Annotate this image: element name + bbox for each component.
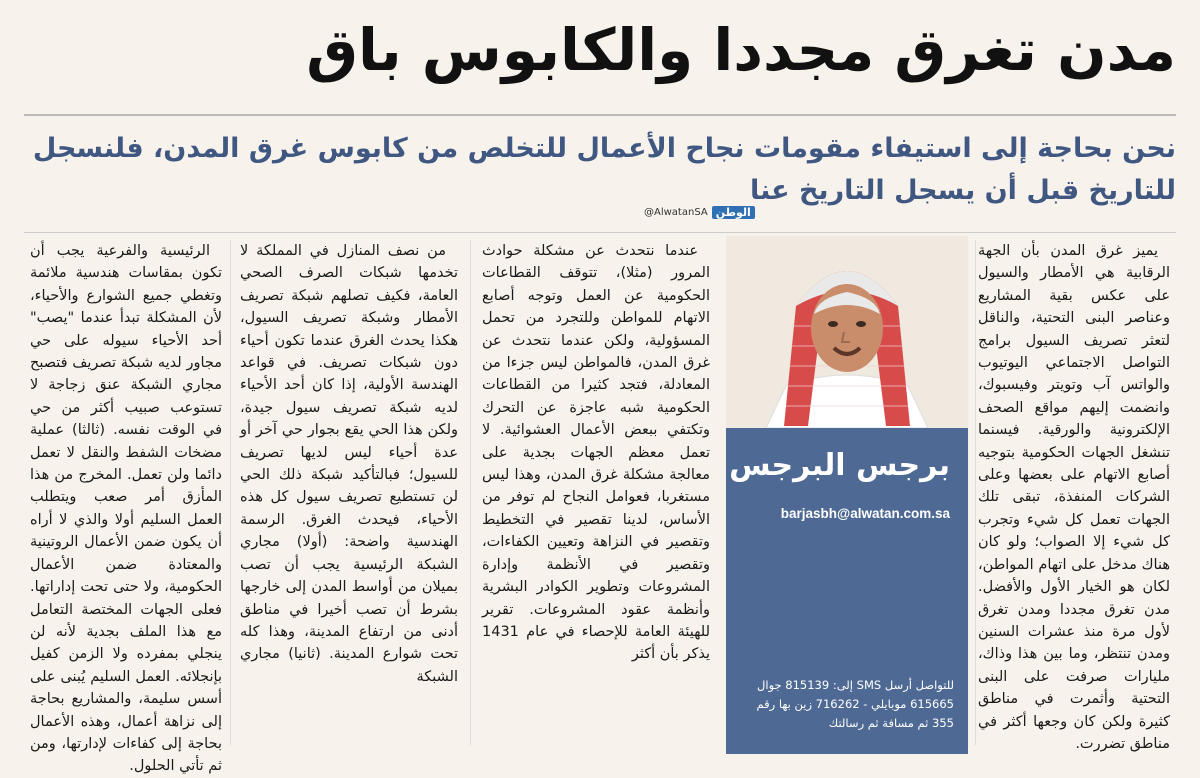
- sms-contact-info: للتواصل أرسل SMS إلى: 815139 جوال 615665 موبايلي - 716262 زين بها رقم 355 ثم مسافة ثم رسالتك: [756, 678, 954, 730]
- newspaper-logo: [644, 202, 754, 222]
- column-text: الرئيسية والفرعية يجب أن تكون بمقاسات هندسية ملائمة وتغطي جميع الشوارع والأحياء، لأن المشكلة تبدأ عندما "يصب" أحد الأحياء سيوله على حي مجاور لديه شبكة تصريف فتصبح مجاري الشبكة عنق زجاجة لا تستوعب صبيب أكثر من حي في الوقت نفسه. (ثالثا) عملية مضخات الشفط والنقل لا تعمل دائما ولن تعمل. المخرج من هذا المأزق أمر صعب ويتطلب العمل السليم أولا والذي لا أراه أن يكون ضمن الأعمال الروتينية والمعتادة ضمن الأعمال الحكومية، ولا حتى تحت إداراتها. فعلى الجهات المختصة التعامل مع هذا الملف بجدية لأنه لن ينجلي بمفرده ولا الزمن كفيل بإنجلائه. العمل السليم يُبنى على أسس سليمة، والمشاريع بحاجة إلى نزاهة أعمال، وهذه الأعمال بحاجة إلى كفاءات لإدارتها، ومن ثم تأتي الحلول.: [30, 243, 222, 775]
- column-text: من نصف المنازل في المملكة لا تخدمها شبكات الصرف الصحي العامة، فكيف تصلهم شبكة تصريف الأمطار وشبكة تصريف السيول، هكذا يحدث الغرق عندما تكون أحياء دون شبكات تصريف. في قواعد الهندسة الأولية، إذا كان أحد الأحياء لديه شبكة تصريف سيول جيدة، ولكن هذا الحي يقع بجوار حي آخر أو عدة أحياء ليس لديها تصريف للسيول؛ فبالتأكيد شبكة ذلك الحي لن تستطيع تصريف سيول كل هذه الأحياء، فيحدث الغرق. الرسمة الهندسية واضحة: (أولا) مجاري الشبكة الرئيسية يجب أن تصب بميلان من أواسط المدن إلى خارجها بشرط أن تصب أخيرا في مناطق أدنى من ارتفاع المدينة، وهذا كله تحت شوارع المدينة. (ثانيا) مجاري الشبكة: [240, 243, 458, 685]
- column-divider: [470, 240, 471, 745]
- article-column-4: [240, 240, 458, 688]
- author-portrait-icon: [726, 236, 968, 428]
- headline: مدن تغرق مجددا والكابوس باق: [306, 16, 1176, 84]
- article-column-1: [978, 240, 1170, 755]
- subtitle: نحن بحاجة إلى استيفاء مقومات نجاح الأعمال للتخلص من كابوس غرق المدن، فلنسجل للتاريخ قبل أن يسجل التاريخ عنا: [32, 133, 1176, 206]
- author-box: [726, 428, 968, 754]
- headline-divider: [24, 114, 1176, 116]
- logo-handle: @AlwatanSA: [644, 206, 708, 218]
- author-email[interactable]: barjasbh@alwatan.com.sa: [780, 506, 950, 521]
- author-photo: [726, 236, 968, 428]
- article-column-3: [482, 240, 710, 666]
- article-column-5: [30, 240, 222, 778]
- author-name: برجس البرجس: [729, 448, 950, 483]
- column-text: يميز غرق المدن بأن الجهة الرقابية هي الأمطار والسيول على عكس بقية المشاريع وعناصر البنى التحتية، والناقل لتعثر تصريف السيول برامج التواصل الاجتماعي اليوتيوب والواتس آب وتويتر وفيسبوك، وانضمت إليهم مواقع الصحف الإلكترونية والورقية. فيسنما تنشغل الجهات الحكومية بتوجيه أصابع الاتهام على بعضها وعلى الشركات المنفذة، تبقى تلك الجهات تعمل كل شيء وتجرب كل شيء إلا الصواب؛ ولو كان هناك مدخل على اتهام المواطن، لكان هو الخيار الأول والأفضل. مدن تغرق مجددا ومدن تغرق لأول مرة منذ عشرات السنين ومدن تنتظر، وما بين هذا وذاك، مليارات صرفت على البنى التحتية وأثمرت في مناطق كثيرة ولكن كان وجعها أكثر في مناطق تضررت.: [978, 243, 1170, 752]
- column-text: عندما نتحدث عن مشكلة حوادث المرور (مثلا)، تتوقف القطاعات الحكومية عن العمل وتوجه أصابع الاتهام للمواطن وللتجرد من تحمل المسؤولية، ولكن عندما نتحدث عن غرق المدن، فالمواطن ليس جزءا من المعادلة، فتجد كثيرا من القطاعات الحكومية شبه عاجزة عن التحرك وتكتفي ببعض الأعمال العشوائية. لا تعمل معظم الجهات بجدية على معالجة مشكلة غرق المدن، وهذا ليس مستغربا، فعوامل النجاح لم توفر من الأساس، لدينا تقصير في التخطيط وتقصير في النزاهة وتعيين الكفاءات، وتقصير في الأنظمة وإدارة المشروعات وتطوير الكوادر البشرية وأنظمة عقود المشروعات. تقرير للهيئة العامة للإحصاء في عام 1431 يذكر بأن أكثر: [482, 243, 710, 663]
- column-divider: [975, 240, 976, 745]
- section-divider: [24, 232, 1176, 233]
- logo-mark: الوطن: [712, 206, 755, 219]
- column-divider: [230, 240, 231, 745]
